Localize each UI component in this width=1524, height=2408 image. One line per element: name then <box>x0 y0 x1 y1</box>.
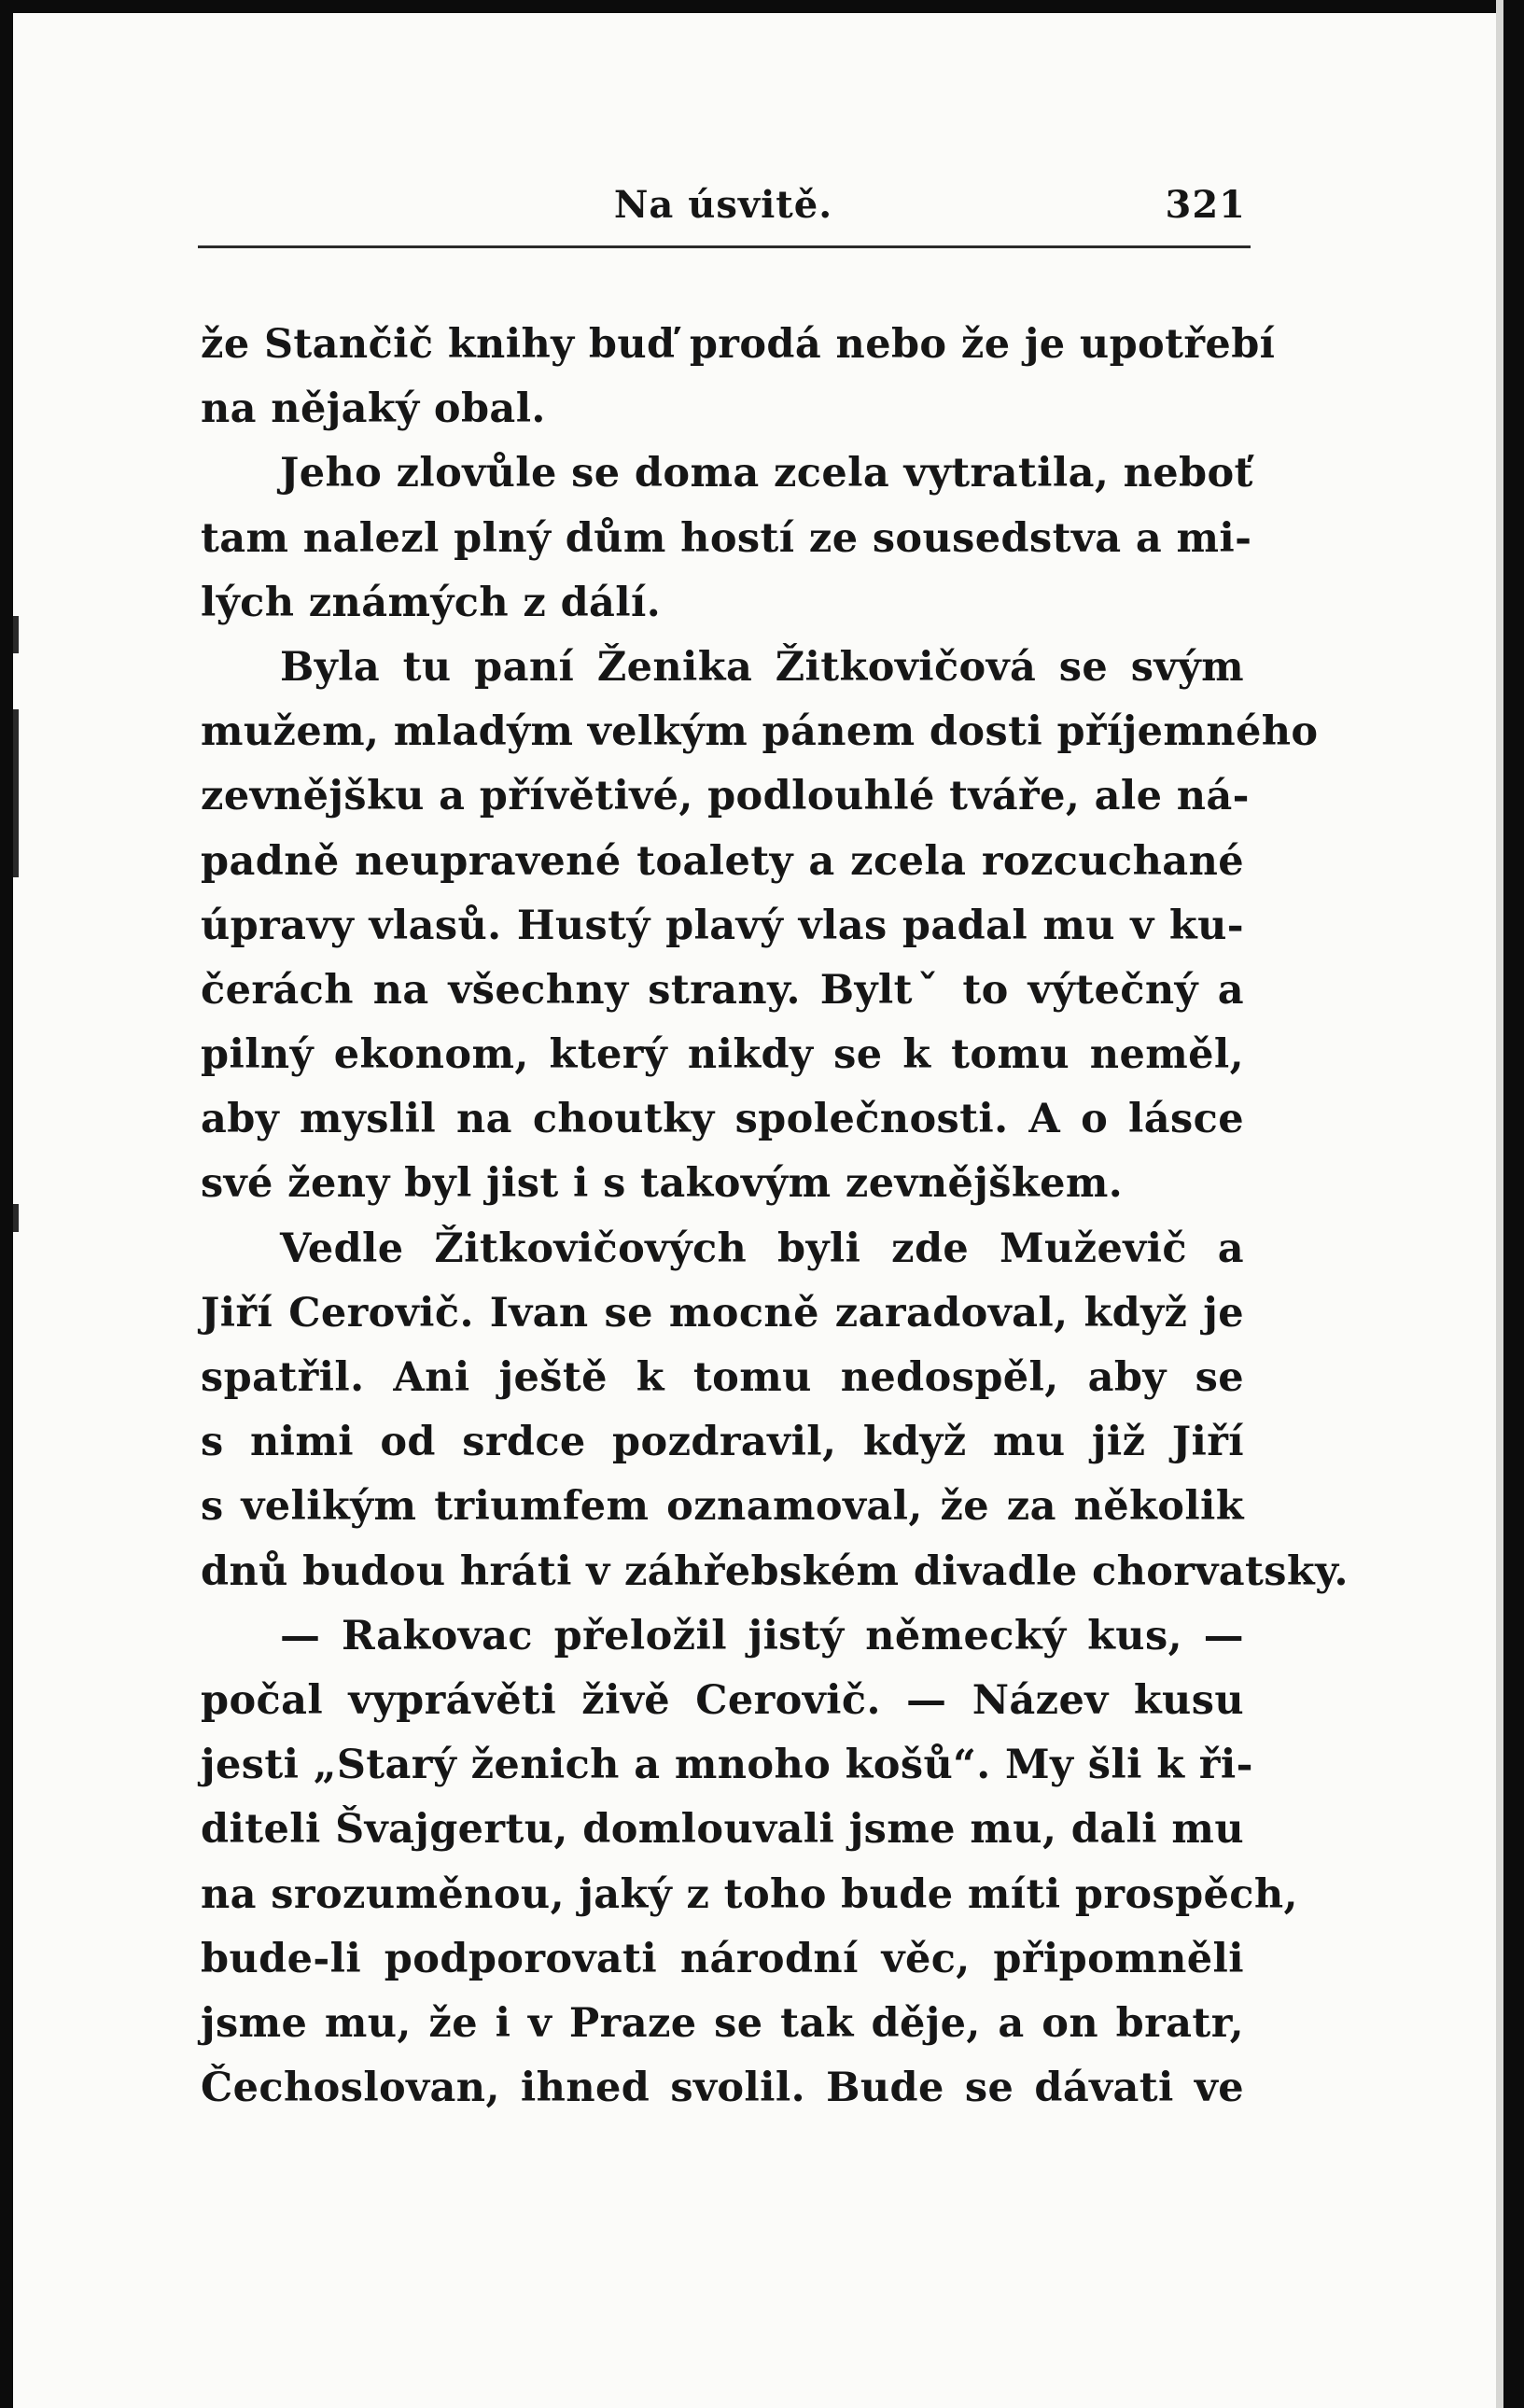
text-line: že Stančič knihy buď prodá nebo že je upotřebí <box>201 321 1276 368</box>
text-line: úpravy vlasů. Hustý plavý vlas padal mu v ku- <box>201 902 1244 949</box>
binding-mark <box>13 616 19 653</box>
text-line: Čechoslovan, ihned svolil. Bude se dávati ve <box>201 2065 1244 2112</box>
scan-edge-right-shadow <box>1496 0 1503 2408</box>
text-line: své ženy byl jist i s takovým zevnějškem. <box>201 1160 1124 1208</box>
text-line: s nimi od srdce pozdravil, když mu již Jiří <box>201 1419 1244 1466</box>
text-line: na nějaký obal. <box>201 385 546 433</box>
text-line: lých známých z dálí. <box>201 579 662 626</box>
text-line: Jiří Cerovič. Ivan se mocně zaradoval, když je <box>201 1289 1244 1337</box>
text-line: tam nalezl plný dům hostí ze sousedstva a mi- <box>201 514 1252 562</box>
text-line: zevnějšku a přívětivé, podlouhlé tváře, ale ná- <box>201 773 1250 820</box>
text-line: jesti „Starý ženich a mnoho košů“. My šli k ři- <box>201 1742 1253 1789</box>
running-title: Na úsvitě. <box>613 183 833 227</box>
binding-mark <box>13 709 19 877</box>
text-line: Jeho zlovůle se doma zcela vytratila, neboť <box>280 450 1253 497</box>
text-line: aby myslil na choutky společnosti. A o lásce <box>201 1096 1244 1143</box>
text-line: Byla tu paní Ženika Žitkovičová se svým <box>280 643 1244 691</box>
header-rule <box>198 245 1251 248</box>
text-line: počal vyprávěti živě Cerovič. — Název kusu <box>201 1676 1244 1724</box>
text-line: dnů budou hráti v záhřebském divadle chorvatsky. <box>201 1547 1349 1595</box>
page-number: 321 <box>1165 183 1246 227</box>
text-line: na srozuměnou, jaký z toho bude míti prospěch, <box>201 1870 1298 1918</box>
body-text <box>201 313 1349 2121</box>
scan-edge-right <box>1503 0 1524 2408</box>
text-line: spatřil. Ani ještě k tomu nedospěl, aby se <box>201 1354 1244 1401</box>
binding-mark <box>13 1204 19 1232</box>
text-line: bude-li podporovati národní věc, připomněli <box>201 1935 1244 1982</box>
text-line: jsme mu, že i v Praze se tak děje, a on bratr, <box>201 1999 1244 2047</box>
text-line: pilný ekonom, který nikdy se k tomu neměl, <box>201 1031 1244 1079</box>
text-line: s velikým triumfem oznamoval, že za několik <box>201 1483 1244 1531</box>
text-line: diteli Švajgertu, domlouvali jsme mu, dali mu <box>201 1806 1244 1854</box>
scan-edge-top <box>0 0 1524 13</box>
text-line: čerách na všechny strany. Byltˇ to výtečný a <box>201 966 1244 1014</box>
text-line: — Rakovac přeložil jistý německý kus, — <box>280 1612 1244 1659</box>
page-header <box>201 177 1246 233</box>
text-line: padně neupravené toalety a zcela rozcuchané <box>201 837 1244 885</box>
text-line: mužem, mladým velkým pánem dosti příjemného <box>201 708 1319 756</box>
scan-edge-left <box>0 0 13 2408</box>
text-line: Vedle Žitkovičových byli zde Muževič a <box>280 1225 1244 1272</box>
